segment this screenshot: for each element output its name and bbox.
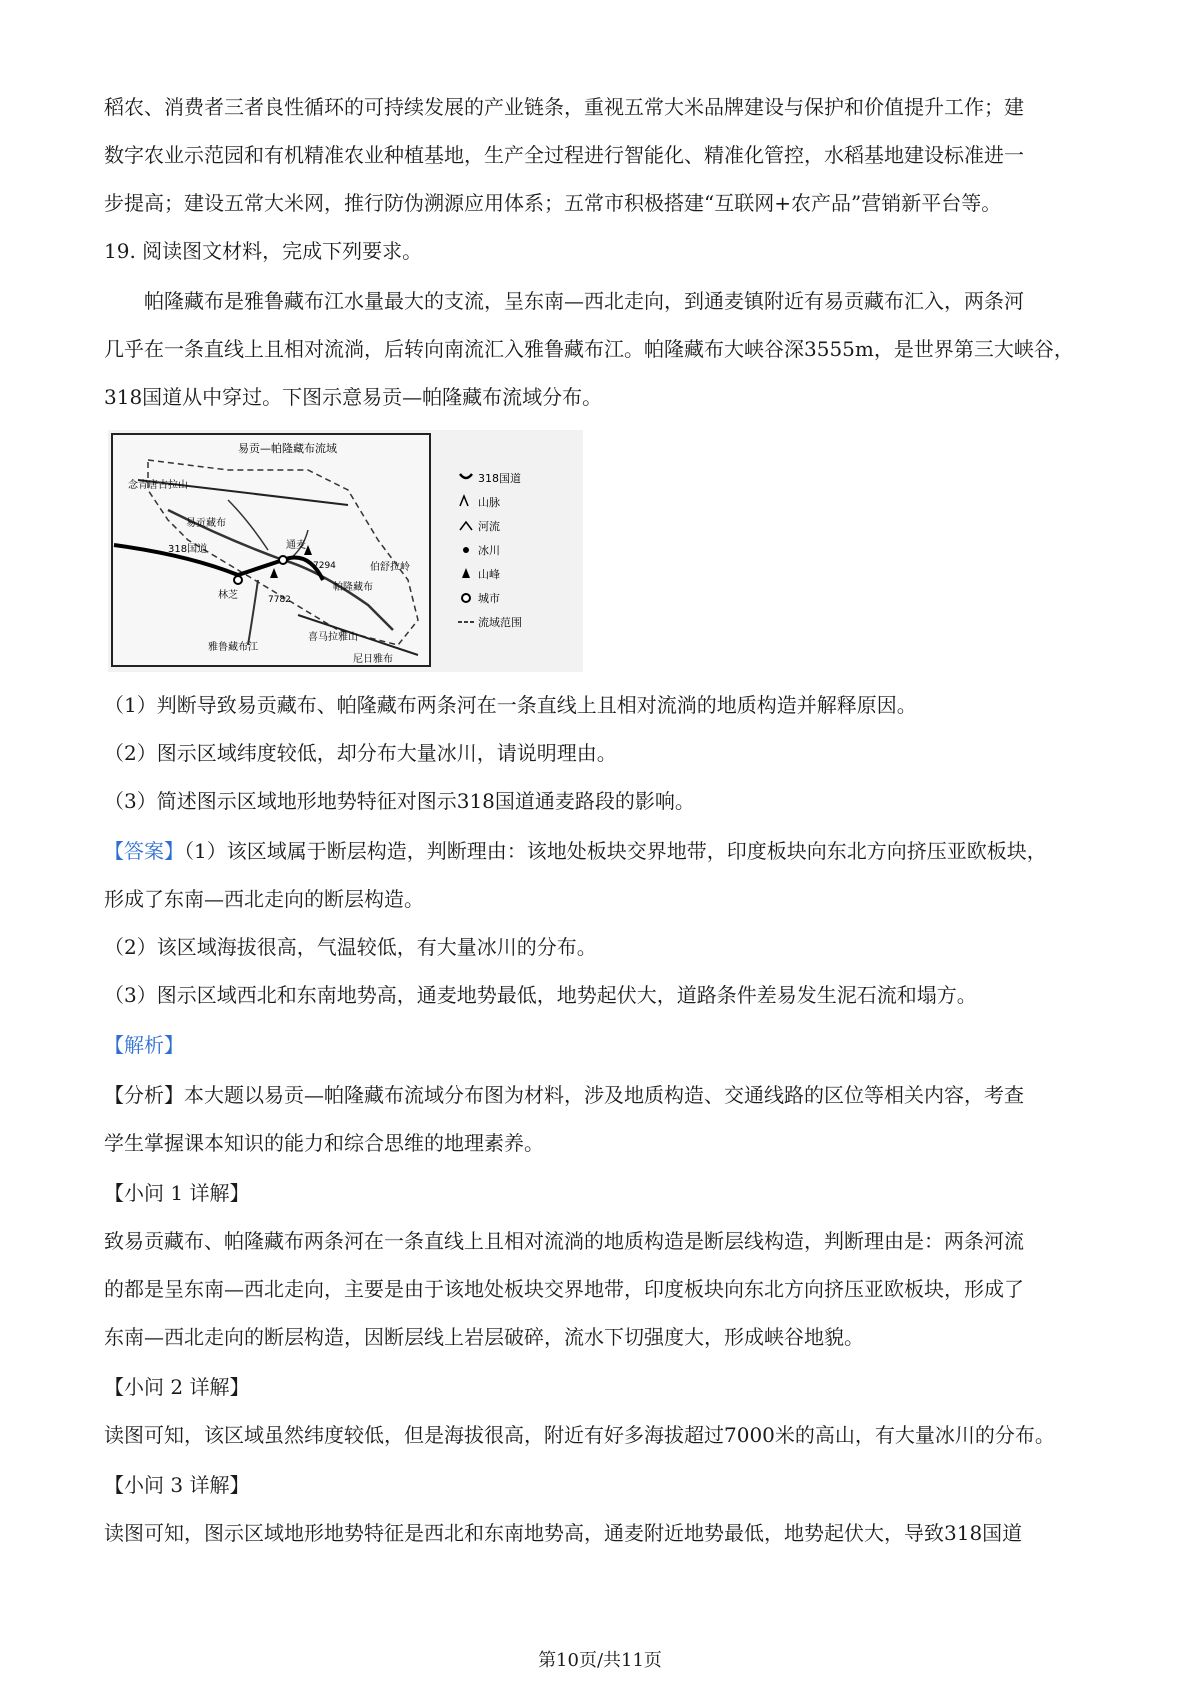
analysis-line: 学生掌握课本知识的能力和综合思维的地理素养。 [104, 1131, 544, 1155]
subquestion-3-tag: 【小问 3 详解】 [104, 1473, 250, 1497]
question-3: （3）简述图示区域地形地势特征对图示318国道通麦路段的影响。 [104, 789, 695, 813]
legend-city: 城市 [478, 592, 500, 605]
road-label: 318国道 [168, 544, 208, 555]
legend-mountain-icon [460, 496, 468, 506]
legend-glacier-icon [463, 547, 469, 553]
basin-map [108, 430, 583, 672]
legend-glacier: 冰川 [478, 544, 500, 557]
material-line: 帕隆藏布是雅鲁藏布江水量最大的支流，呈东南—西北走向，到通麦镇附近有易贡藏布汇入，两条河 [144, 289, 1024, 313]
subquestion-2-line: 读图可知，该区域虽然纬度较低，但是海拔很高，附近有好多海拔超过7000米的高山，有大量冰川的分布。 [104, 1423, 1055, 1447]
river-parlung-label: 帕隆藏布 [333, 582, 373, 593]
mountain-north-label: 念青唐古拉山 [128, 480, 188, 491]
paragraph-line: 数字农业示范园和有机精准农业种植基地，生产全过程进行智能化、精准化管控，水稻基地建设标准进一 [104, 143, 1024, 167]
answer-line: 形成了东南—西北走向的断层构造。 [104, 887, 424, 911]
mountain-east-label: 伯舒拉岭 [370, 562, 410, 573]
analysis-fx-text: 本大题以易贡—帕隆藏布流域分布图为材料，涉及地质构造、交通线路的区位等相关内容，考查 [184, 1083, 1024, 1107]
subquestion-1-line: 致易贡藏布、帕隆藏布两条河在一条直线上且相对流淌的地质构造是断层线构造，判断理由是：两条河流 [104, 1229, 1024, 1253]
answer-text: （1）该区域属于断层构造，判断理由：该地处板块交界地带，印度板块向东北方向挤压亚欧板块， [184, 839, 1047, 863]
map-title: 易贡—帕隆藏布流域 [238, 442, 337, 455]
subquestion-1-line: 的都是呈东南—西北走向，主要是由于该地处板块交界地带，印度板块向东北方向挤压亚欧板块，形成了 [104, 1277, 1024, 1301]
river-yigong-label: 易贡藏布 [186, 518, 226, 529]
question-19-title: 19. 阅读图文材料，完成下列要求。 [104, 239, 423, 263]
city-tongmai [279, 556, 287, 564]
paragraph-line: 稻农、消费者三者良性循环的可持续发展的产业链条，重视五常大米品牌建设与保护和价值提升工作；建 [104, 95, 1024, 119]
material-line: 几乎在一条直线上且相对流淌，后转向南流汇入雅鲁藏布江。帕隆藏布大峡谷深3555m，是世界第三大峡谷， [104, 337, 1074, 361]
mountain-south-label: 喜马拉雅山 [308, 632, 358, 643]
city-linzhi-label: 林芝 [218, 590, 238, 601]
answer-line: （2）该区域海拔很高，气温较低，有大量冰川的分布。 [104, 935, 597, 959]
subquestion-3-line: 读图可知，图示区域地形地势特征是西北和东南地势高，通麦附近地势最低，地势起伏大，导致318国道 [104, 1521, 1023, 1545]
map-legend [458, 472, 522, 629]
legend-road-icon [460, 474, 472, 478]
paragraph-line: 步提高；建设五常大米网，推行防伪溯源应用体系；五常市积极搭建“互联网+农产品”营销新平台等。 [104, 191, 1002, 215]
legend-basin: 流域范围 [478, 616, 522, 629]
subquestion-1-line: 东南—西北走向的断层构造，因断层线上岩层破碎，流水下切强度大，形成峡谷地貌。 [104, 1325, 864, 1349]
page-footer: 第10页/共11页 [538, 1650, 662, 1671]
analysis-tag: 【解析】 [104, 1033, 184, 1057]
city-linzhi [234, 576, 242, 584]
analysis-line [104, 1080, 1104, 1110]
legend-river-icon [460, 522, 472, 530]
material-line: 318国道从中穿过。下图示意易贡—帕隆藏布流域分布。 [104, 385, 603, 409]
river-yarlung-label: 雅鲁藏布江 [208, 642, 258, 653]
analysis-fx-tag: 【分析】 [104, 1083, 184, 1107]
legend-peak-icon [462, 568, 470, 578]
subquestion-1-tag: 【小问 1 详解】 [104, 1181, 250, 1205]
subquestion-2-tag: 【小问 2 详解】 [104, 1375, 250, 1399]
answer-line: （3）图示区域西北和东南地势高，通麦地势最低，地势起伏大，道路条件差易发生泥石流和塌方。 [104, 983, 977, 1007]
map-frame [112, 434, 430, 666]
basin-map-figure [108, 430, 583, 672]
answer-tag: 【答案】 [104, 839, 184, 863]
question-1: （1）判断导致易贡藏布、帕隆藏布两条河在一条直线上且相对流淌的地质构造并解释原因。 [104, 693, 917, 717]
answer-line-1 [104, 836, 1104, 866]
city-tongmai-label: 通麦 [286, 540, 306, 551]
legend-city-icon [462, 594, 470, 602]
question-2: （2）图示区域纬度较低，却分布大量冰川，请说明理由。 [104, 741, 617, 765]
peak-label: 7782 [268, 595, 291, 605]
legend-mountain: 山脉 [478, 496, 500, 509]
legend-river: 河流 [478, 520, 500, 533]
legend-peak: 山峰 [478, 568, 500, 581]
river-south-label: 尼日雅布 [353, 654, 393, 665]
peak-label: 7294 [313, 561, 336, 571]
legend-road: 318国道 [478, 472, 521, 485]
